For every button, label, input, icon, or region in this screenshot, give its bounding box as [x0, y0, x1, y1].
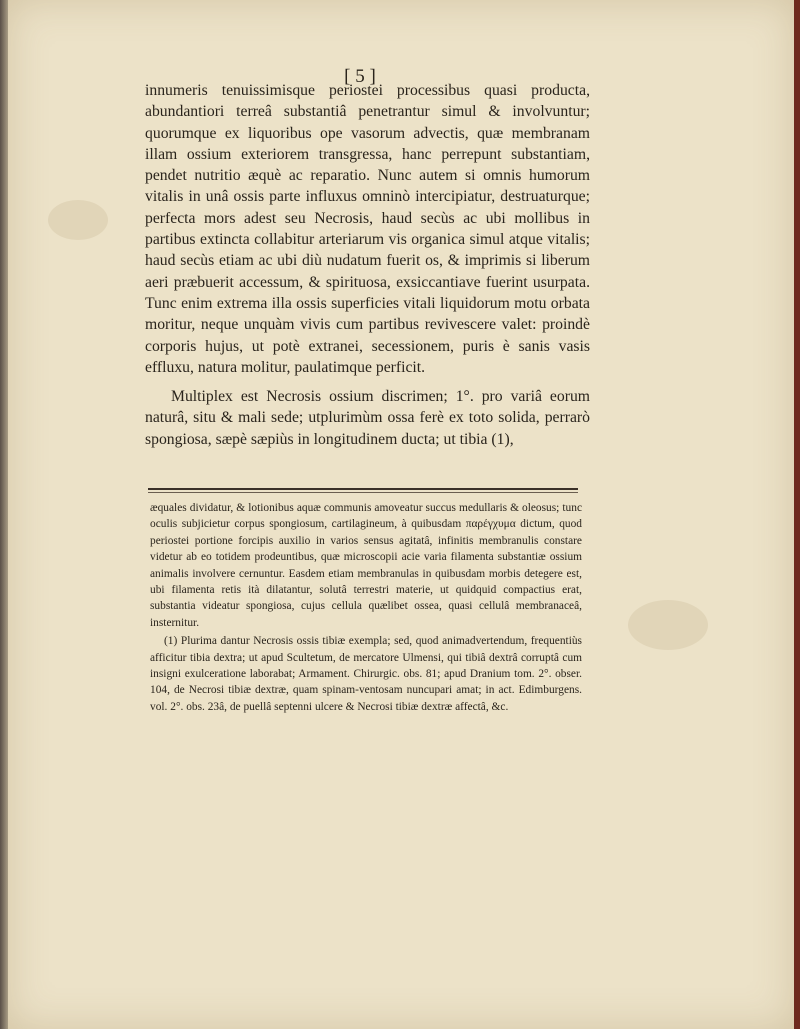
- footnote-1: (1) Plurima dantur Necrosis ossis tibiæ exempla; sed, quod animadvertendum, frequentiùs afficitur tibia dextra; ut apud Scultetum, de mercatore Ulmensi, qui tibiâ dextrâ corruptâ cum insigni exulceratione laborabat; Armament. Chirurgic. obs. 81; apud Dranium tom. 2°. obser. 104, de Necrosi tibiæ dextræ, quam spinam-ventosam nuncupari amat; in act. Edimburgens. vol. 2°. obs. 23â, de puellâ septenni ulcere & Necrosi tibiæ dextræ affectâ, &c.: [150, 635, 582, 713]
- footnote-rule: [148, 488, 578, 490]
- footnote-rule-thin: [148, 492, 578, 493]
- main-paragraph-2: Multiplex est Necrosis ossium discrimen; 1°. pro variâ eorum naturâ, situ & mali sede; utplurimùm ossa ferè ex toto solida, perrarò spongiosa, sæpè sæpiùs in longitudinem ducta; ut tibia (1),: [145, 388, 590, 448]
- page-left-edge: [0, 0, 8, 1029]
- paper-stain: [48, 200, 108, 240]
- main-paragraph-1: innumeris tenuissimisque periostei processibus quasi producta, abundantiori terreâ substantiâ penetrantur simul & involvuntur; quorumque ex liquoribus ope vasorum advectis, quæ membranam illam ossium exteriorem transgressa, hanc perrepunt substantiam, pendet nutritio æquè ac reparatio. Nunc autem si omnis humorum vitalis in unâ ossis parte influxus omninò intercipiatur, destruaturque; perfecta mors adest seu Necrosis, haud secùs ac ubi mollibus in partibus extincta collabitur arteriarum vis organica simul atque vitalis; haud secùs etiam ac ubi diù nudatum fuerit os, & imprimis si liberum aeri præbuerit accessum, & spirituosa, exsiccantiave fuerint usurpata. Tunc enim extrema illa ossis superficies vitali liquidorum motu orbata moritur, neque unquàm vivis cum partibus revivescere valet: proindè corporis hujus, ut potè extranei, secessionem, puris è sanis vasis effluxu, natura molitur, paulatimque perficit.: [145, 82, 590, 376]
- page-number: [ 5 ]: [344, 66, 376, 87]
- page-right-edge: [794, 0, 800, 1029]
- footnote-continued: æquales dividatur, & lotionibus aquæ communis amoveatur succus medullaris & oleosus; tunc oculis subjicietur corpus spongiosum, cartilagineum, à quibusdam παρέγχυμα dictum, quod periostei portione forcipis auxilio in varios sensus agitatâ, infinitis membranulis constare videtur ab eo totidem prodeuntibus, quæ microscopii acie varia filamenta substantiæ ossium animalis involvere cernuntur. Easdem etiam membranulas in quibusdam morbis detegere est, ubi filamenta retis ità dilatantur, solutâ terrestri materie, ut quidquid compactius erat, substantia videatur spongiosa, cujus cellula quælibet ossea, quasi cellulâ membranaceâ, insternitur.: [150, 502, 582, 629]
- footnotes: [150, 500, 582, 715]
- paper-stain: [628, 600, 708, 650]
- main-text: [145, 80, 590, 450]
